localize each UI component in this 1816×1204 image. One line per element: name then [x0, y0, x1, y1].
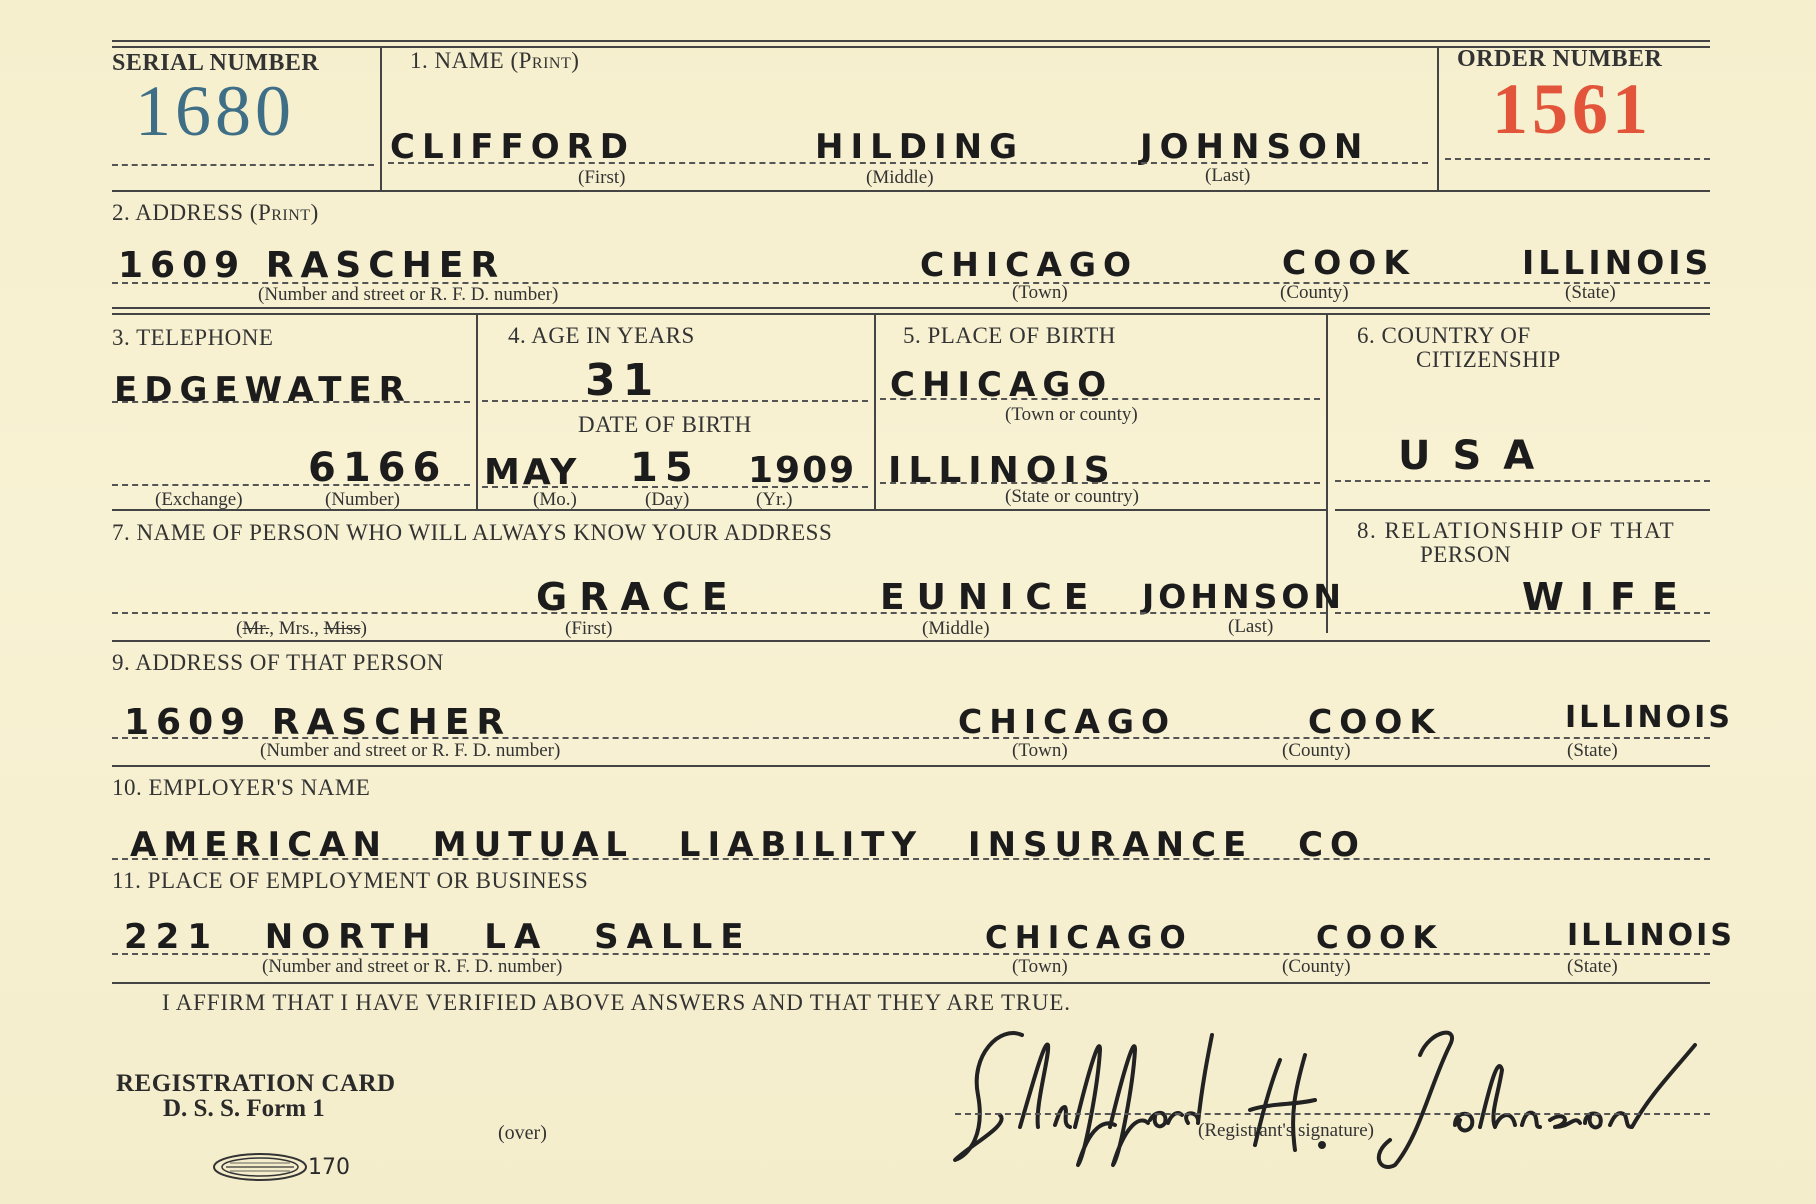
row11-bottom [112, 982, 1710, 984]
row1-bottom [112, 190, 1710, 192]
signature-caption: (Registrant's signature) [1198, 1120, 1374, 1141]
contact-last-caption: (Last) [1228, 616, 1274, 637]
address-town: CHICAGO [920, 245, 1139, 284]
serial-number-label: SERIAL NUMBER [112, 50, 320, 76]
relationship-value: WIFE [1522, 575, 1694, 619]
employer-line [112, 858, 1710, 860]
contact-last: JOHNSON [1142, 577, 1346, 616]
relationship-line [1335, 612, 1710, 614]
name-first: CLIFFORD [390, 127, 636, 167]
order-divider [1437, 46, 1439, 192]
contact-middle-caption: (Middle) [922, 618, 990, 639]
employment-line [112, 953, 1710, 955]
contact-label: 7. NAME OF PERSON WHO WILL ALWAYS KNOW YOUR ADDRESS [112, 520, 833, 545]
address-county: COOK [1282, 243, 1416, 282]
contact-address-town-caption: (Town) [1012, 740, 1068, 761]
contact-address-state: ILLINOIS [1565, 700, 1733, 735]
citizenship-label-2: CITIZENSHIP [1416, 347, 1561, 372]
row2-bottom-inner [112, 313, 1710, 315]
address-county-caption: (County) [1280, 282, 1349, 303]
tel-divider [476, 313, 478, 509]
dob-label: DATE OF BIRTH [578, 412, 752, 437]
contact-title-caption: (Mr., Mrs., Miss) [236, 618, 367, 639]
name-label: 1. NAME (Print) [410, 48, 580, 73]
telephone-line [112, 484, 470, 486]
title-mrs: , Mrs., [269, 618, 324, 639]
signature-drawing [950, 1015, 1770, 1175]
contact-address-county: COOK [1308, 702, 1442, 741]
contact-address-town: CHICAGO [958, 702, 1177, 741]
contact-address-street: 1609 RASCHER [124, 702, 512, 743]
address-state-caption: (State) [1565, 282, 1616, 303]
pob-state: ILLINOIS [888, 450, 1117, 491]
employer-label: 10. EMPLOYER'S NAME [112, 775, 371, 800]
form-name: D. S. S. Form 1 [163, 1095, 325, 1122]
employment-state-caption: (State) [1567, 956, 1618, 977]
exchange-caption: (Exchange) [155, 489, 243, 510]
pob-state-caption: (State or country) [1005, 486, 1140, 507]
contact-line [112, 612, 1326, 614]
over-note: (over) [498, 1122, 547, 1144]
employment-state: ILLINOIS [1567, 918, 1735, 953]
title-mr: Mr. [242, 618, 270, 639]
signature-line [955, 1113, 1710, 1115]
pob-town-caption: (Town or county) [1005, 404, 1138, 425]
order-number-value: 1561 [1492, 69, 1652, 149]
dob-month-caption: (Mo.) [533, 489, 577, 510]
age-label: 4. AGE IN YEARS [508, 323, 695, 348]
serial-line [112, 164, 374, 166]
contact-address-line [112, 737, 1710, 739]
relationship-label-2: PERSON [1420, 542, 1512, 567]
employment-county-caption: (County) [1282, 956, 1351, 977]
age-value: 31 [585, 355, 661, 406]
row2-bottom [112, 307, 1710, 309]
printer-seal [212, 1152, 308, 1182]
dob-year: 1909 [748, 450, 857, 491]
dob-day: 15 [630, 445, 700, 491]
age-line [482, 400, 868, 402]
dob-day-caption: (Day) [645, 489, 690, 510]
name-last-caption: (Last) [1205, 165, 1251, 186]
dob-year-caption: (Yr.) [756, 489, 793, 510]
name-line [388, 162, 1428, 164]
contact-first: GRACE [536, 575, 740, 619]
order-line [1445, 158, 1710, 160]
employment-label: 11. PLACE OF EMPLOYMENT OR BUSINESS [112, 868, 589, 893]
pob-town-line [880, 398, 1320, 400]
employment-town: CHICAGO [985, 920, 1193, 956]
age-divider [874, 313, 876, 509]
affirmation-text: I AFFIRM THAT I HAVE VERIFIED ABOVE ANSWERS AND THAT THEY ARE TRUE. [162, 990, 1071, 1015]
employment-county: COOK [1316, 920, 1444, 956]
contact-address-state-caption: (State) [1567, 740, 1618, 761]
row7-bottom [112, 640, 1710, 642]
serial-divider [380, 46, 382, 192]
contact-address-street-caption: (Number and street or R. F. D. number) [260, 740, 561, 761]
contact-first-caption: (First) [565, 618, 613, 639]
serial-number-value: 1680 [135, 71, 295, 151]
citizenship-value: USA [1398, 433, 1557, 479]
name-first-caption: (First) [578, 167, 626, 188]
pob-label: 5. PLACE OF BIRTH [903, 323, 1116, 348]
name-middle: HILDING [815, 127, 1025, 167]
address-state: ILLINOIS [1522, 243, 1713, 282]
dob-line [482, 486, 868, 488]
telephone-exchange: EDGEWATER [114, 370, 412, 410]
address-label: 2. ADDRESS (Print) [112, 200, 319, 225]
row9-bottom [112, 765, 1710, 767]
top-border [112, 40, 1710, 42]
address-street: 1609 RASCHER [118, 245, 506, 286]
address-street-caption: (Number and street or R. F. D. number) [258, 284, 559, 305]
name-middle-caption: (Middle) [866, 167, 934, 188]
contact-address-label: 9. ADDRESS OF THAT PERSON [112, 650, 444, 675]
row3-bottom-right [1335, 509, 1710, 511]
citizenship-label-1: 6. COUNTRY OF [1357, 323, 1531, 348]
name-last: JOHNSON [1140, 127, 1370, 167]
telephone-number: 6166 [308, 445, 448, 491]
employer-name: AMERICAN MUTUAL LIABILITY INSURANCE CO [130, 825, 1366, 865]
registrant-signature [950, 1015, 1770, 1175]
number-caption: (Number) [325, 489, 400, 510]
employment-street: 221 NORTH LA SALLE [124, 917, 752, 957]
dob-month: MAY [484, 452, 580, 493]
exchange-line [112, 401, 470, 403]
pob-state-line [880, 482, 1320, 484]
address-town-caption: (Town) [1012, 282, 1068, 303]
title-miss: Miss [323, 618, 361, 639]
order-number-label: ORDER NUMBER [1457, 46, 1663, 72]
contact-address-county-caption: (County) [1282, 740, 1351, 761]
print-code: 170 [308, 1155, 350, 1180]
citizenship-line [1335, 480, 1710, 482]
pob-town: CHICAGO [890, 365, 1114, 405]
telephone-label: 3. TELEPHONE [112, 325, 274, 350]
printer-seal-icon [212, 1152, 308, 1182]
row3-bottom [112, 509, 1326, 511]
relationship-label-1: 8. RELATIONSHIP OF THAT [1357, 518, 1676, 543]
registration-card-title: REGISTRATION CARD [116, 1070, 396, 1097]
employment-street-caption: (Number and street or R. F. D. number) [262, 956, 563, 977]
contact-middle: EUNICE [880, 577, 1101, 618]
employment-town-caption: (Town) [1012, 956, 1068, 977]
